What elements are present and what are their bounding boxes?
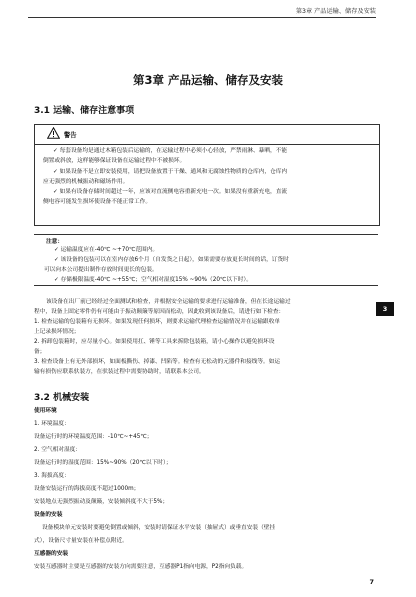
warning-body: [35, 146, 379, 208]
note-line: ✓ 该设备的包装可以在室内存放6个月（自发货之日起），如果需要存放更长时间的话，订货时: [54, 257, 289, 263]
paragraph-line: 2. 拆卸包装箱时，应尽量小心。如果使用扛、锤等工具来拆除包装箱，请小心操作以避免损坏设: [34, 339, 275, 345]
section-title-3-2: 3.2 机械安装: [34, 393, 90, 403]
ct-heading: 互感器的安装: [34, 551, 69, 557]
warning-line: 应无强烈的机械振动和磁场作用。: [43, 178, 129, 185]
note-line: ✓ 存储极限温度-40℃ ~+55℃；空气相对湿度15% ~90%（20℃以下时）。: [54, 277, 252, 283]
note-label: 注意：: [46, 239, 64, 245]
setup-line: 设备模块单元安装时要避免倒置或倾斜，安装时请保证水平安装（抽屉式）或垂直安装（壁挂: [42, 525, 276, 531]
paragraph-line: 输有损伤应联系驮装方，在驮装过程中需要协助时，请联系本公司。: [34, 369, 205, 375]
paragraph-line: 1. 检查运输的包装箱有无损坏。如果发现任何损坏，则要求运输代理检查运输情况并在运输跟收单: [34, 319, 281, 325]
env-line: 1. 环境温度：: [34, 421, 70, 427]
env-heading: 使用环境: [34, 408, 57, 414]
setup-line: 式），设备尺寸量安装在补偿点附近。: [34, 538, 128, 544]
note-line: ✓ 运输温度应在-40℃ ~+70℃范围内。: [54, 247, 159, 253]
env-line: 设备运行时的湿度范围：15%~90%（20℃以下时）；: [34, 460, 172, 466]
warning-header: [35, 125, 379, 145]
ct-line: 安装互感器时主要是互感器的安装方向需要注意，互感器P1指向电源，P2指向负载。: [34, 564, 248, 570]
chapter-tab: 3: [376, 302, 394, 316]
warning-line: ✓ 如果设备不是立即安装使用，请把设备放置于干燥、通风和无腐蚀性物质的仓库内，仓库内: [53, 168, 288, 175]
page-number: 7: [369, 578, 374, 586]
env-line: 设备安装运行的海拔高度不超过1000m；: [34, 486, 140, 492]
paragraph-line: 3. 检查设备上有无外部损坏，如面板撕伤、掉漆、凹陷等。检查有无松动的元器件和接线等。如运: [34, 359, 281, 365]
paragraph-line: 该设备在出厂前已经经过全面测试和检查，并根据安全运输的要求进行运输准备，但在长途运输过: [46, 299, 291, 305]
note-line: 可以向本公司提出制作存放时间更长的包装。: [44, 267, 158, 273]
warning-box: [34, 124, 380, 226]
paragraph-line: 备；: [34, 349, 46, 355]
warning-line: ✓ 每套设备均是通过木箱包装后运输的，在运输过程中必须小心轻放，严禁雨淋、暴晒，不能: [53, 148, 288, 154]
paragraph-line: 程中，设备上固定零件仍有可能由于振动颠簸等原因而松动，因此收到该设备后，请进行如下检查：: [34, 309, 285, 315]
section-title-3-1: 3.1 运输、储存注意事项: [34, 106, 135, 116]
env-line: 设备运行时的环境温度范围：-10℃~+45℃；: [34, 434, 153, 440]
paragraph-line: 上记录损坏情况；: [34, 329, 80, 335]
running-header: 第3章 产品运输、储存及安装: [295, 8, 376, 15]
header-rule: [28, 17, 376, 18]
note-box: [34, 234, 378, 286]
warning-line: 侧电容可能发生损坏使设备不能正常工作。: [43, 199, 152, 206]
warning-icon: [47, 127, 60, 139]
env-line: 2. 空气相对湿度：: [34, 447, 82, 453]
env-line: 3. 海拔高度：: [34, 473, 70, 479]
chapter-title: 第3章 产品运输、储存及安装: [132, 73, 283, 87]
warning-line: 倒置或斜放，这样能够保证设备在运输过程中不被损坏。: [43, 158, 186, 165]
env-line: 安装地点无强烈振动及颠簸，安装倾斜度不大于5%；: [34, 499, 169, 505]
setup-heading: 设备的安装: [34, 512, 63, 518]
warning-label: 警告: [64, 132, 77, 139]
warning-line: ✓ 如果有设备存储时间超过一年，应该对直流侧电容重新充电一次。如果没有重新充电，直流: [53, 189, 288, 196]
